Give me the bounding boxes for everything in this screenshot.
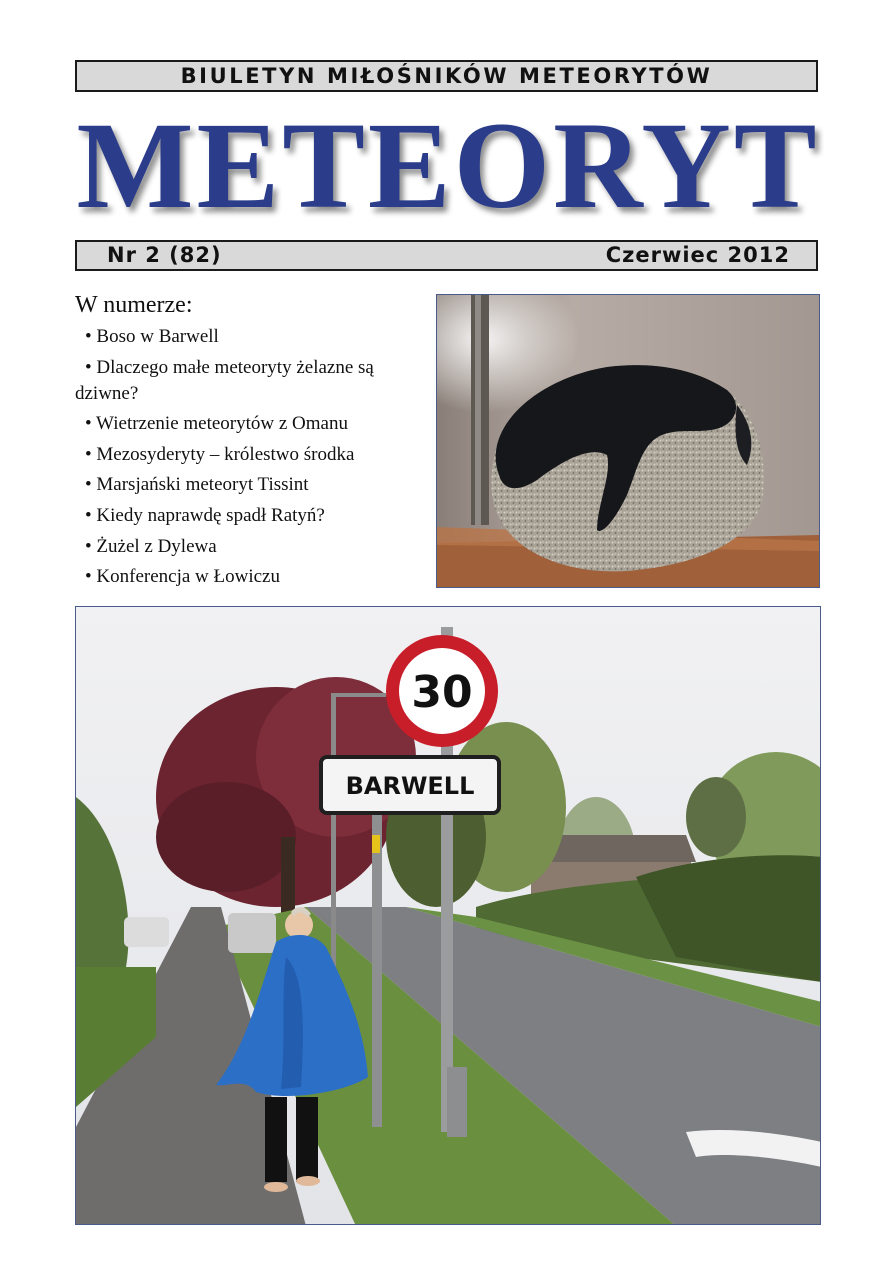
contents-item: • Dlaczego małe meteoryty żelazne są dziwne? — [75, 356, 374, 404]
contents-list — [75, 324, 425, 590]
table-of-contents — [75, 290, 425, 595]
contents-item: • Konferencja w Łowiczu — [85, 566, 280, 588]
meteorite-photo — [436, 294, 820, 588]
contents-heading: W numerze: — [75, 292, 193, 318]
contents-item: • Kiedy naprawdę spadł Ratyń? — [85, 504, 325, 526]
speed-sign-text: 30 — [411, 667, 473, 718]
contents-item: • Wietrzenie meteorytów z Omanu — [85, 413, 348, 435]
contents-item: • Żużel z Dylewa — [85, 535, 217, 557]
contents-item: • Mezosyderyty – królestwo środka — [85, 443, 355, 465]
issue-date: Czerwiec 2012 — [605, 243, 790, 267]
series-banner — [75, 60, 818, 92]
contents-item: • Boso w Barwell — [85, 326, 219, 347]
series-title: BIULETYN MIŁOŚNIKÓW METEORYTÓW — [180, 64, 713, 88]
barwell-photo — [75, 606, 821, 1225]
issue-number: Nr 2 (82) — [107, 243, 222, 267]
contents-item: • Marsjański meteoryt Tissint — [85, 474, 309, 496]
town-sign-text: BARWELL — [345, 772, 475, 800]
issue-banner — [75, 240, 818, 271]
magazine-title: METEORYT — [76, 97, 820, 234]
